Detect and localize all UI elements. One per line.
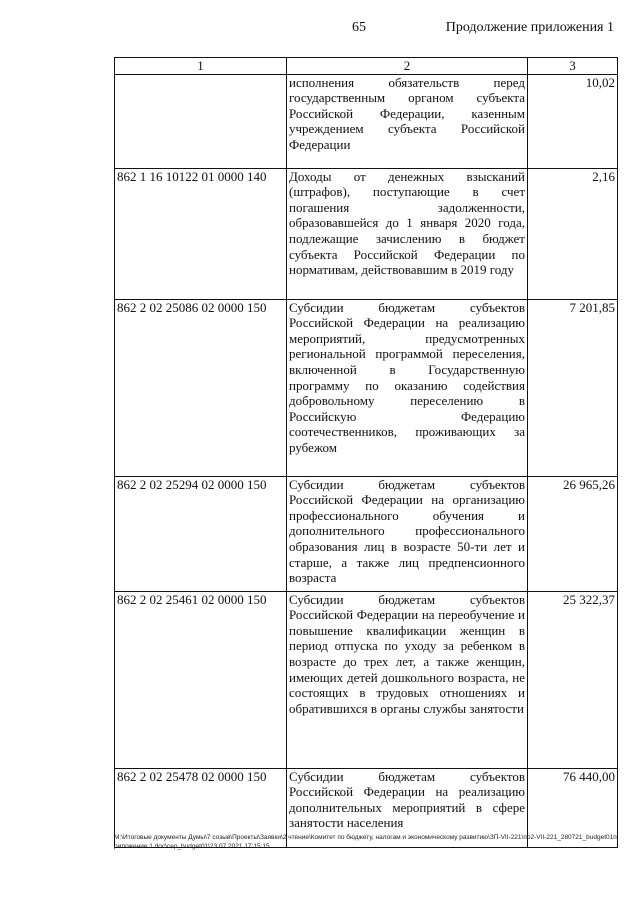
row-code: 862 2 02 25478 02 0000 150 bbox=[115, 768, 287, 847]
row-amount: 76 440,00 bbox=[528, 768, 618, 847]
page-number: 65 bbox=[352, 20, 366, 35]
row-amount: 25 322,37 bbox=[528, 591, 618, 768]
row-code: 862 2 02 25294 02 0000 150 bbox=[115, 476, 287, 591]
row-description: Субсидии бюджетам субъектов Российской Федерации на реализацию дополнительных мероприятий в сфере занятости населения bbox=[287, 768, 528, 847]
row-code bbox=[115, 74, 287, 168]
table-row bbox=[115, 591, 618, 768]
column-header-2: 2 bbox=[287, 58, 528, 75]
table-row bbox=[115, 74, 618, 168]
row-code: 862 2 02 25461 02 0000 150 bbox=[115, 591, 287, 768]
row-code: 862 2 02 25086 02 0000 150 bbox=[115, 299, 287, 476]
row-description: Субсидии бюджетам субъектов Российской Федерации на организацию профессионального обучения и дополнительного профессионального образования лиц в возрасте 50-ти лет и старше, а также лиц предпенсионного возраста bbox=[287, 476, 528, 591]
table-row bbox=[115, 168, 618, 299]
table-row bbox=[115, 476, 618, 591]
row-description: Субсидии бюджетам субъектов Российской Федерации на переобучение и повышение квалификации женщин в период отпуска по уходу за ребенком в возрасте до трех лет, а также женщин, имеющих детей дошкольного возраста, не состоящих в трудовых отношениях и обратившихся в органы службы занятости bbox=[287, 591, 528, 768]
row-description: Субсидии бюджетам субъектов Российской Федерации на реализацию мероприятий, предусмотренных региональной программой переселения, включенной в Государственную программу по оказанию содействия добровольному переселению в Российскую Федерацию соотечественников, проживающих за рубежом bbox=[287, 299, 528, 476]
row-description: исполнения обязательств перед государственным органом субъекта Российской Федерации, казенным учреждением субъекта Российской Федерации bbox=[287, 74, 528, 168]
row-description: Доходы от денежных взысканий (штрафов), поступающие в счет погашения задолженности, образовавшейся до 1 января 2020 года, подлежащие зачислению в бюджет субъекта Российской Федерации по нормативам, действовавшим в 2019 году bbox=[287, 168, 528, 299]
column-header-1: 1 bbox=[115, 58, 287, 75]
column-header-3: 3 bbox=[528, 58, 618, 75]
table-header-row bbox=[115, 58, 618, 75]
revenue-table bbox=[114, 57, 618, 848]
footer-file-path: М:\Итоговые документы Думы\7 созыв\Проекты\Заявки\2 чтение\Комитет по бюджету, налогам и экономическому развитию\ЗП-VII-221\пр2-VII-221_280721_budget01приложение 1.doc\сер_budget01\23.07.2021 17:15:15 bbox=[114, 834, 617, 850]
row-amount: 10,02 bbox=[528, 74, 618, 168]
row-amount: 7 201,85 bbox=[528, 299, 618, 476]
continuation-label: Продолжение приложения 1 bbox=[445, 20, 614, 35]
row-amount: 2,16 bbox=[528, 168, 618, 299]
row-code: 862 1 16 10122 01 0000 140 bbox=[115, 168, 287, 299]
row-amount: 26 965,26 bbox=[528, 476, 618, 591]
table-row bbox=[115, 299, 618, 476]
